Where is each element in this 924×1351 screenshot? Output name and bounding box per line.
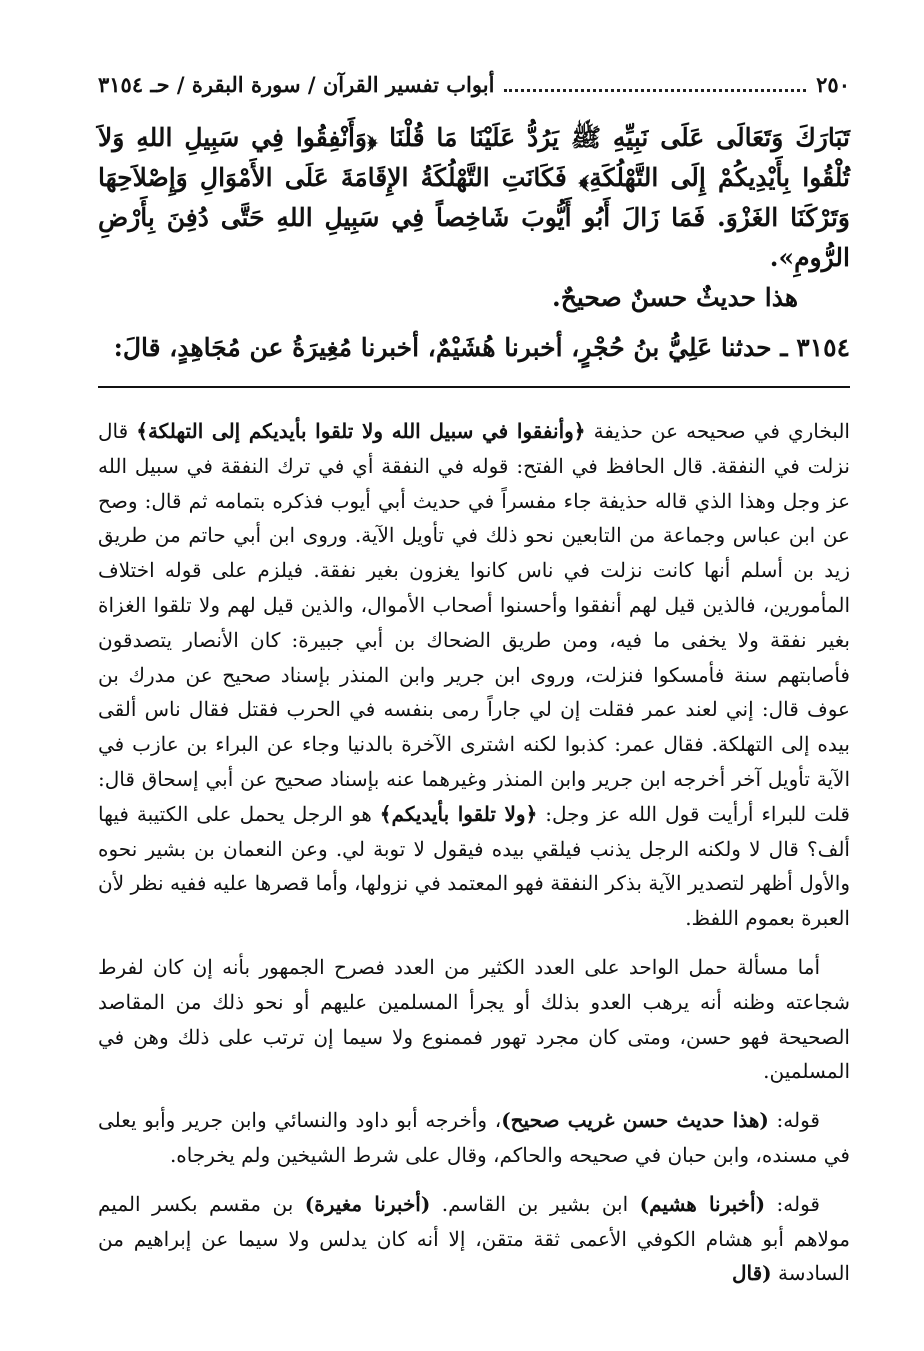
quoted-phrase: (قال (732, 1261, 772, 1286)
grading-statement: هذا حديثٌ حسنٌ صحيحٌ. (552, 283, 798, 312)
quoted-phrase: (أخبرنا هشيم) (639, 1191, 766, 1216)
hadith-continuation: تَبَارَكَ وَتَعَالَى عَلَى نَبِيِّهِ ﷺ يَرُدُّ عَلَيْنَا مَا قُلْنَا ﴿وَأَنْفِقُوا فِي سَبِيلِ اللهِ وَلاَ تُلْقُوا بِأَيْدِيكُمْ إِلَى التَّهْلُكَةِ﴾ فَكَانَتِ التَّهْلُكَةُ الإِقَامَةَ عَلَى الأَمْوَالِ وَإِصْلاَحِهَا وَتَرْكَنَا الغَزْوَ. فَمَا زَالَ أَبُو أَيُّوبَ شَاخِصاً فِي سَبِيلِ اللهِ حَتَّى دُفِنَ بِأَرْضِ الرُّومِ». (98, 123, 850, 272)
quoted-phrase: (أخبرنا مغيرة) (304, 1191, 431, 1216)
commentary-text: بن مقسم بكسر الميم مولاهم أبو هشام الكوفي الأعمى ثقة متقن، إلا أنه كان يدلس ولا سيما عن إبراهيم من السادسة (98, 1191, 850, 1286)
commentary-text: ابن بشير بن القاسم. (430, 1191, 640, 1216)
commentary-text: ، وأخرجه أبو داود والنسائي وابن جرير وأبو يعلى في مسنده، وابن حبان في صحيحه والحاكم، وقال على شرط الشيخين ولم يخرجاه. (98, 1108, 850, 1167)
commentary-text: البخاري في صحيحه عن حذيفة (585, 419, 850, 443)
running-title: أبواب تفسير القرآن / سورة البقرة / حـ ٣١٥٤ (98, 71, 495, 97)
commentary-text: قال نزلت في النفقة. قال الحافظ في الفتح: قوله في النفقة أي في ترك النفقة في سبيل الله عز وجل وهذا الذي قاله حذيفة جاء مفسراً في حديث أبي أيوب فذكره بتمامه ثم قال: وصح عن ابن عباس وجماعة من التابعين نحو ذلك في تأويل الآية. وروى ابن أبي حاتم من طريق زيد بن أسلم أنها كانت نزلت في ناس كانوا يغزون بغير نفقة. فيلزم على قوله اختلاف المأمورين، فالذين قيل لهم أنفقوا وأحسنوا أصحاب الأموال، والذين قيل لهم ولا تلقوا الغزاة بغير نفقة ولا يخفى ما فيه، ومن طريق الضحاك بن أبي جبيرة: كان الأنصار يتصدقون فأصابتهم سنة فأمسكوا فنزلت، وروى ابن جرير وابن المنذر بإسناد صحيح عن مدرك بن عوف قال: إني لعند عمر فقلت إن لي جاراً رمى بنفسه في الحرب فقتل فقال ناس ألقى بيده إلى التهلكة. فقال عمر: كذبوا لكنه اشترى الآخرة بالدنيا وجاء عن البراء بن عازب في الآية تأويل آخر أخرجه ابن جرير وابن المنذر وغيرهما عنه بإسناد صحيح عن أبي إسحاق قال: قلت للبراء أرأيت قول الله عز وجل: (98, 419, 850, 826)
commentary-paragraph-2: أما مسألة حمل الواحد على العدد الكثير من العدد فصرح الجمهور بأنه إن كان لفرط شجاعته وظنه أنه يرهب العدو بذلك أو يجرأ المسلمين عليهم أو نحو ذلك من المقاصد الصحيحة فهو حسن، ومتى كان مجرد تهور فممنوع ولا سيما إن ترتب على ذلك وهن في المسلمين. (98, 954, 850, 1084)
quoted-phrase: (هذا حديث حسن غريب صحيح) (501, 1108, 769, 1133)
hadith-chain: ـ حدثنا عَلِيُّ بنُ حُجْرٍ، أخبرنا هُشَيْمٌ، أخبرنا مُغِيرَةُ عن مُجَاهِدٍ، قالَ: (113, 333, 788, 362)
footnote-separator (98, 386, 850, 388)
commentary-paragraph-1 (98, 414, 850, 936)
commentary-paragraph-3 (98, 1103, 850, 1173)
commentary-text: قوله: (768, 1108, 820, 1133)
commentary-text: هو الرجل يحمل على الكتيبة فيها ألف؟ قال لا ولكنه الرجل يذنب فيلقي بيده فيقول لا توبة لي. وعن النعمان بن بشير نحوه والأول أظهر لتصدير الآية بذكر النفقة فهو المعتمد في نزولها، وأما قصرها عليه ففيه نظر لأن العبرة بعموم اللفظ. (98, 801, 851, 931)
header-dot-leader (504, 89, 806, 92)
commentary-text: قوله: (765, 1191, 820, 1216)
running-header (98, 64, 850, 104)
hadith-text-block (98, 118, 850, 368)
hadith-entry (98, 328, 850, 368)
quran-quote: ﴿ولا تلقوا بأيديكم﴾ (379, 801, 538, 826)
hadith-number: ٣١٥٤ (796, 333, 850, 362)
commentary-block (98, 414, 850, 1291)
quran-quote: ﴿وأنفقوا في سبيل الله ولا تلقوا بأيديكم إلى التهلكة﴾ (136, 419, 586, 443)
page-number: ٢٥٠ (816, 71, 850, 97)
commentary-paragraph-4 (98, 1187, 850, 1291)
